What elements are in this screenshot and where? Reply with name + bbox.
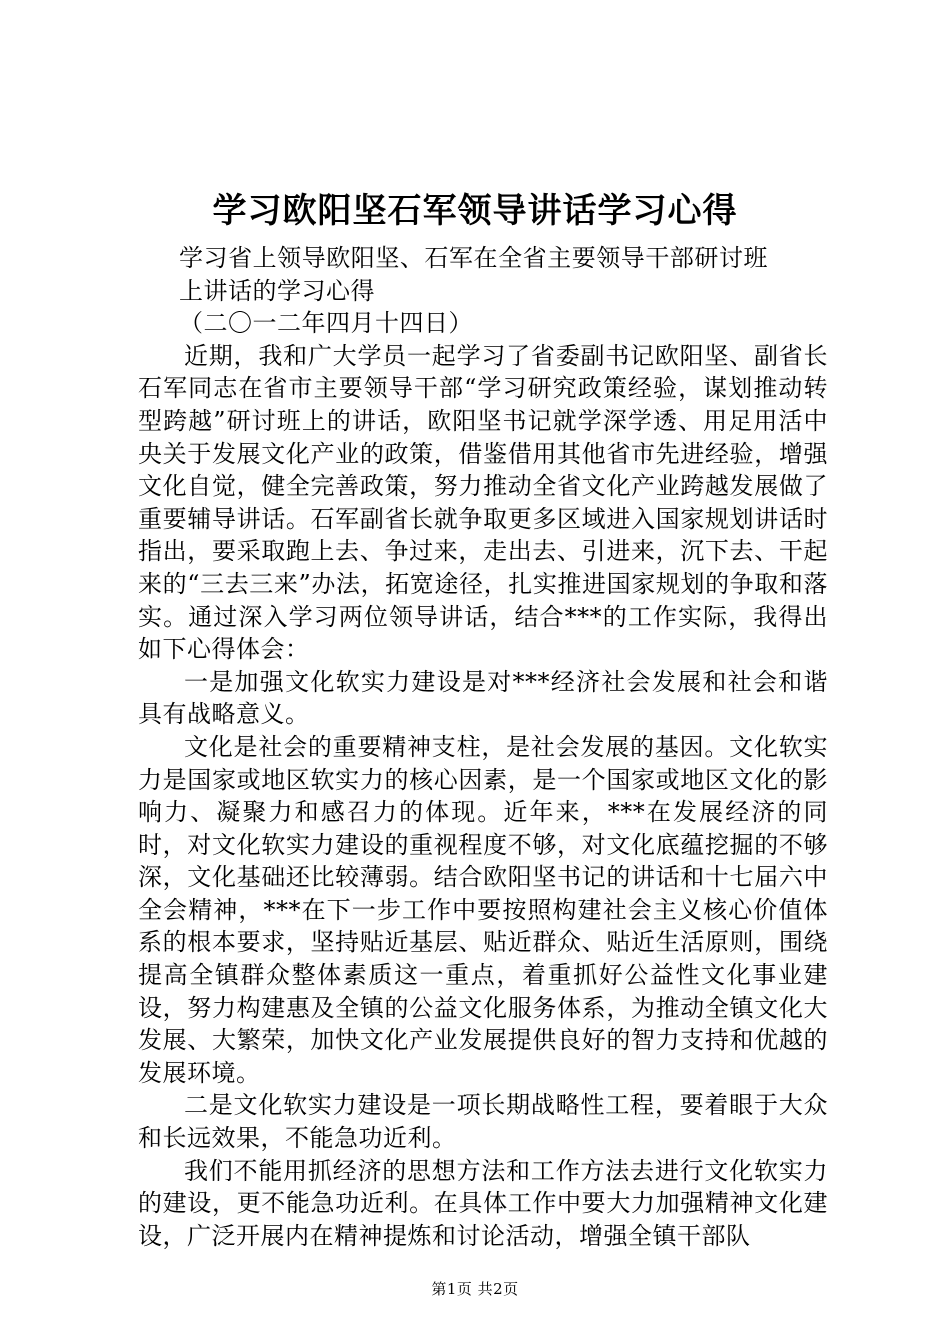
- document-title: 学习欧阳坚石军领导讲话学习心得: [212, 191, 738, 231]
- paragraph-intro: 近期，我和广大学员一起学习了省委副书记欧阳坚、副省长石军同志在省市主要领导干部“学习研究政策经验，谋划推动转型跨越”研讨班上的讲话，欧阳坚书记就学深学透、用足用活中央关于发展文化产业的政策，借鉴借用其他省市先进经验，增强文化自觉，健全完善政策，努力推动全省文化产业跨越发展做了重要辅导讲话。石军副省长就争取更多区域进入国家规划讲话时指出，要采取跑上去、争过来，走出去、引进来，沉下去、干起来的“三去三来”办法，拓宽途径，扎实推进国家规划的争取和落实。通过深入学习两位领导讲话，结合***的工作实际，我得出如下心得体会：: [138, 341, 828, 664]
- document-subtitle: 学习省上领导欧阳坚、石军在全省主要领导干部研讨班上讲话的学习心得: [179, 244, 768, 305]
- paragraph-point-two: 二是文化软实力建设是一项长期战略性工程，要着眼于大众和长远效果，不能急功近利。: [138, 1091, 828, 1153]
- paragraph-culture: 文化是社会的重要精神支柱，是社会发展的基因。文化软实力是国家或地区软实力的核心因素，是一个国家或地区文化的影响力、凝聚力和感召力的体现。近年来，***在发展经济的同时，对文化软实力建设的重视程度不够，对文化底蕴挖掘的不够深，文化基础还比较薄弱。结合欧阳坚书记的讲话和十七届六中全会精神，***在下一步工作中要按照构建社会主义核心价值体系的根本要求，坚持贴近基层、贴近群众、贴近生活原则，围绕提高全镇群众整体素质这一重点，着重抓好公益性文化事业建设，努力构建惠及全镇的公益文化服务体系，为推动全镇文化大发展、大繁荣，加快文化产业发展提供良好的智力支持和优越的发展环境。: [138, 732, 828, 1087]
- document-date: （二〇一二年四月十四日）: [179, 309, 473, 338]
- page-footer: 第1页 共2页: [431, 1280, 519, 1298]
- document-body: [138, 242, 828, 1252]
- paragraph-point-one: 一是加强文化软实力建设是对***经济社会发展和社会和谐具有战略意义。: [138, 667, 828, 729]
- paragraph-method: 我们不能用抓经济的思想方法和工作方法去进行文化软实力的建设，更不能急功近利。在具体工作中要大力加强精神文化建设，广泛开展内在精神提炼和讨论活动，增强全镇干部队: [138, 1156, 828, 1250]
